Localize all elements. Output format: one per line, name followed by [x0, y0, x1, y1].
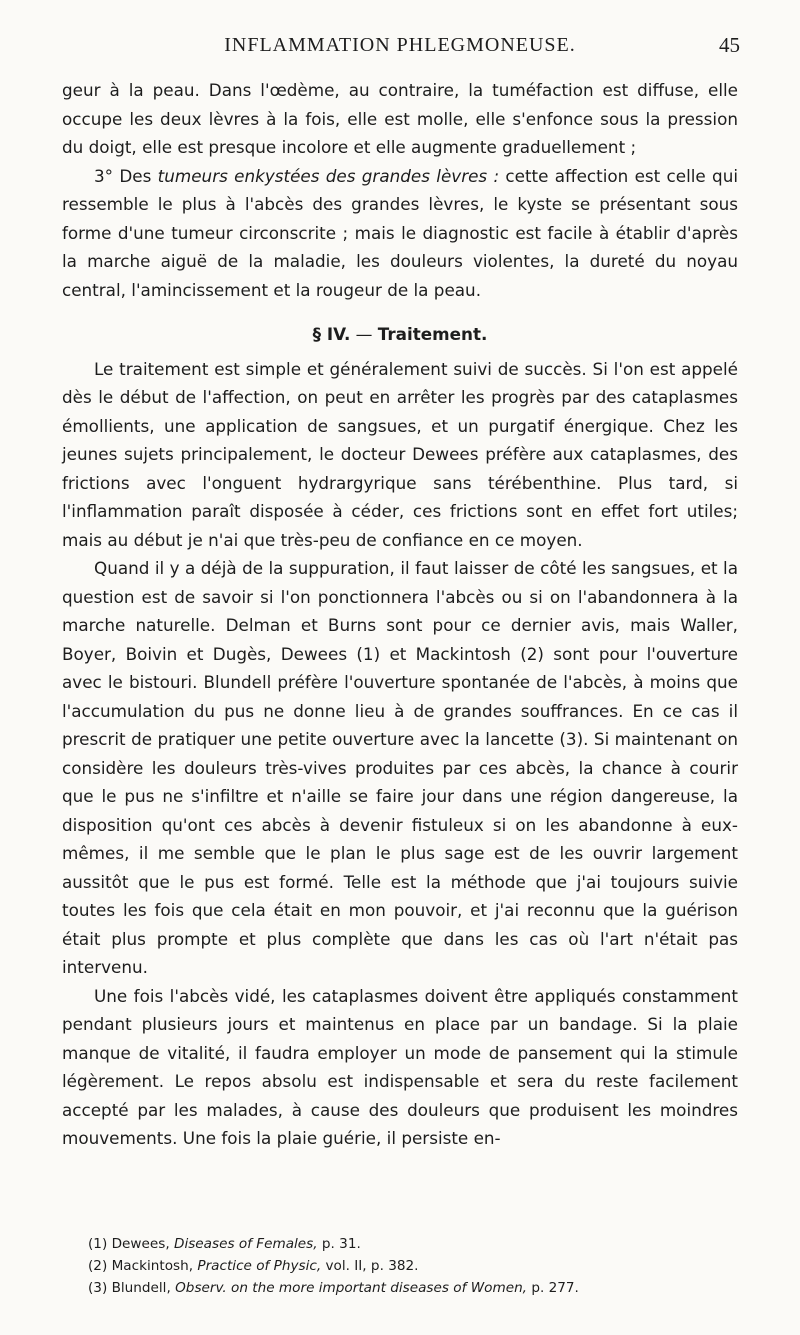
section-heading — [62, 320, 738, 349]
footnote-3 — [62, 1277, 738, 1299]
footnote-author: (2) Mackintosh, — [88, 1258, 198, 1274]
running-title: INFLAMMATION PHLEGMONEUSE. — [224, 34, 576, 56]
section-title: Traitement. — [377, 324, 488, 344]
running-header — [60, 30, 740, 60]
footnote-page: p. 31. — [317, 1236, 361, 1252]
list-number: 3° Des — [94, 165, 158, 186]
page-number: 45 — [719, 33, 740, 57]
footnote-title: Practice of Physic, — [197, 1258, 322, 1274]
footnote-page: vol. II, p. 382. — [321, 1258, 419, 1274]
paragraph-text: cette affection est celle qui ressemble le plus à l'abcès des grandes lèvres, le kyste se présentant sous forme d'une tumeur circonscrite ; mais le diagnostic est facile à établir d'après la marche aiguë de la maladie, les douleurs violentes, la dureté du noyau central, l'amincissement et la rougeur de la peau. — [62, 165, 739, 300]
footnote-1 — [62, 1233, 738, 1255]
paragraph-traitement: Le traitement est simple et généralement suivi de succès. Si l'on est appelé dès le début de l'affection, on peut en arrêter les progrès par des cataplasmes émollients, une application de sangsues, et un purgatif énergique. Chez les jeunes sujets principalement, le docteur Dewees préfère aux cataplasmes, des frictions avec l'onguent hydrargyrique sans térébenthine. Plus tard, si l'inflammation paraît disposée à céder, ces frictions sont en effet fort utiles; mais au début je n'ai que très-peu de confiance en ce moyen. — [62, 358, 738, 550]
paragraph-continuation: geur à la peau. Dans l'œdème, au contraire, la tuméfaction est diffuse, elle occupe les deux lèvres à la fois, elle est molle, elle s'enfonce sous la pression du doigt, elle est presque incolore et elle augmente graduellement ; — [62, 80, 738, 157]
footnote-2 — [62, 1255, 738, 1277]
footnote-page: p. 277. — [527, 1280, 579, 1296]
footnote-author: (3) Blundell, — [88, 1280, 176, 1296]
footnotes — [62, 1233, 738, 1299]
section-number: § IV. — [312, 324, 351, 344]
italic-term: tumeurs enkystées des grandes lèvres : — [157, 165, 500, 186]
paragraph-abces-vide: Une fois l'abcès vidé, les cataplasmes doivent être appliqués constamment pendant plusieurs jours et maintenus en place par un bandage. Si la plaie manque de vitalité, il faudra employer un mode de pansement qui la stimule légèrement. Le repos absolu est indispensable et sera du reste facilement accepté par les malades, à cause des douleurs que produisent les moindres mouvements. Une fois la plaie guérie, il persiste en- — [62, 985, 738, 1148]
main-text — [62, 76, 738, 1153]
footnote-author: (1) Dewees, — [88, 1236, 174, 1252]
paragraph-suppuration: Quand il y a déjà de la suppuration, il faut laisser de côté les sangsues, et la question est de savoir si l'on ponctionnera l'abcès ou si on l'abandonnera à la marche naturelle. Delman et Burns sont pour ce dernier avis, mais Waller, Boyer, Boivin et Dugès, Dewees (1) et Mackintosh (2) sont pour l'ouverture avec le bistouri. Blundell préfère l'ouverture spontanée de l'abcès, à moins que l'accumulation du pus ne donne lieu à de grandes souffrances. En ce cas il prescrit de pratiquer une petite ouverture avec la lancette (3). Si maintenant on considère les douleurs très-vives produites par ces abcès, la chance à courir que le pus ne s'infiltre et n'aille se faire jour dans une région dangereuse, la disposition qu'ont ces abcès à devenir fistuleux si on les abandonne à eux-mêmes, il me semble que le plan le plus sage est de les ouvrir largement aussitôt que le pus est formé. Telle est la méthode que j'ai toujours suivie toutes les fois que cela était en mon pouvoir, et j'ai reconnu que la guérison était plus prompte et plus complète que dans les cas où l'art n'était pas intervenu. — [62, 558, 738, 977]
footnote-title: Diseases of Females, — [173, 1236, 318, 1252]
paragraph-kystes — [62, 162, 738, 305]
heading-dash: — — [350, 324, 378, 344]
footnote-title: Observ. on the more important diseases of Women, — [175, 1280, 527, 1296]
